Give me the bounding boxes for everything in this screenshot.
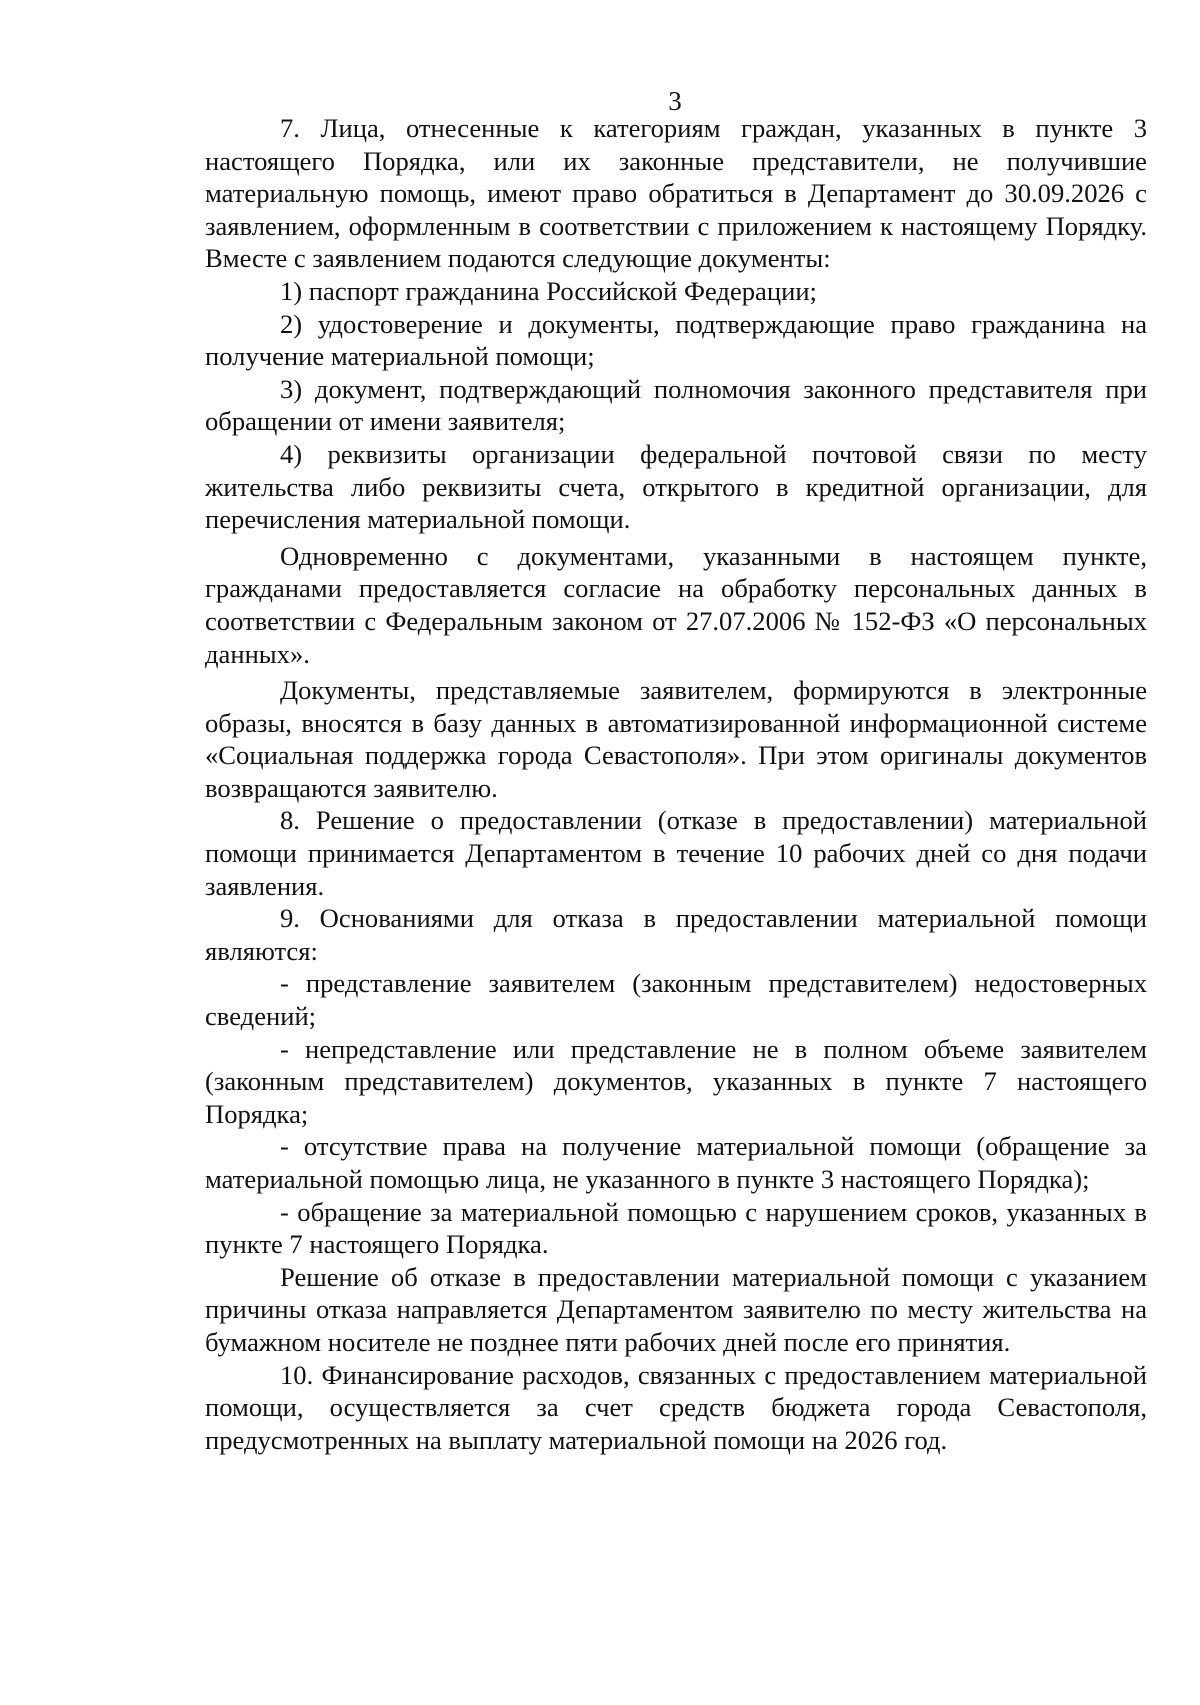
refusal-ground-missing-documents: - непредставление или представление не в полном объеме заявителем (законным представителем) документов, указанных в пункте 7 настоящего Порядка;	[205, 1033, 1147, 1129]
document-body	[205, 112, 1147, 1456]
paragraph-8: 8. Решение о предоставлении (отказе в предоставлении) материальной помощи принимается Департаментом в течение 10 рабочих дней со дня подачи заявления.	[205, 805, 1147, 901]
list-item-bank-details: 4) реквизиты организации федеральной почтовой связи по месту жительства либо реквизиты счета, открытого в кредитной организации, для перечисления материальной помощи.	[205, 438, 1147, 535]
refusal-ground-no-right: - отсутствие права на получение материальной помощи (обращение за материальной помощью лица, не указанного в пункте 3 настоящего Порядка);	[205, 1131, 1147, 1194]
paragraph-consent: Одновременно с документами, указанными в настоящем пункте, гражданами предоставляется согласие на обработку персональных данных в соответствии с Федеральным законом от 27.07.2006 № 152-ФЗ «О персональных данных».	[205, 540, 1147, 669]
refusal-ground-deadline: - обращение за материальной помощью с нарушением сроков, указанных в пункте 7 настоящего Порядка.	[205, 1196, 1147, 1260]
paragraph-7: 7. Лица, отнесенные к категориям граждан, указанных в пункте 3 настоящего Порядка, или их законные представители, не получившие материальную помощь, имеют право обратиться в Департамент до 30.09.2026 с заявлением, оформленным в соответствии с приложением к настоящему Порядку. Вместе с заявлением подаются следующие документы:	[205, 113, 1147, 274]
page-number: 3	[668, 86, 682, 116]
paragraph-refusal-decision: Решение об отказе в предоставлении материальной помощи с указанием причины отказа направляется Департаментом заявителю по месту жительства на бумажном носителе не позднее пяти рабочих дней после его принятия.	[205, 1261, 1147, 1357]
paragraph-9: 9. Основаниями для отказа в предоставлении материальной помощи являются:	[205, 903, 1147, 966]
list-item-certificate: 2) удостоверение и документы, подтверждающие право гражданина на получение материальной помощи;	[205, 308, 1147, 372]
list-item-passport: 1) паспорт гражданина Российской Федерации;	[280, 275, 817, 306]
refusal-ground-false-info: - представление заявителем (законным представителем) недостоверных сведений;	[205, 968, 1147, 1032]
list-item-authority-document: 3) документ, подтверждающий полномочия законного представителя при обращении от имени заявителя;	[205, 373, 1147, 437]
paragraph-electronic-images: Документы, представляемые заявителем, формируются в электронные образы, вносятся в базу данных в автоматизированной информационной системе «Социальная поддержка города Севастополя». При этом оригиналы документов возвращаются заявителю.	[205, 675, 1147, 803]
paragraph-10: 10. Финансирование расходов, связанных с предоставлением материальной помощи, осуществляется за счет средств бюджета города Севастополя, предусмотренных на выплату материальной помощи на 2026 год.	[205, 1359, 1147, 1455]
